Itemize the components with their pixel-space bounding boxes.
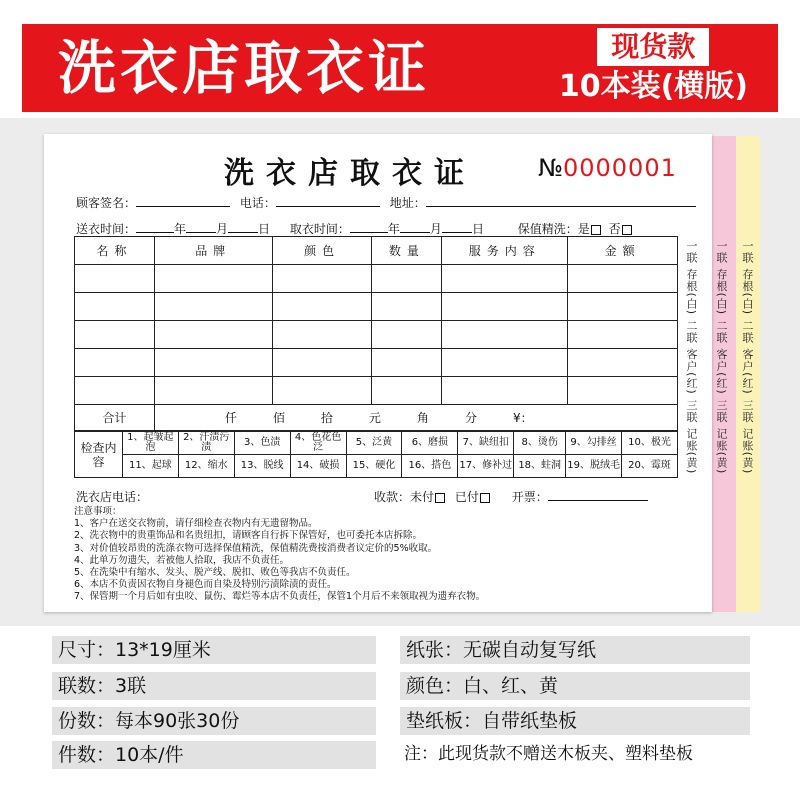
fine-wash-no-checkbox[interactable]	[622, 225, 632, 235]
header-color: 颜色	[272, 237, 372, 265]
side-label-yellow: 一联 存根(白) 二联 客户(红) 三联 记账(黄)	[741, 240, 754, 475]
shop-phone-label: 洗衣店电话：	[76, 490, 149, 504]
check-table	[74, 431, 678, 478]
unit-yuan: 元	[368, 411, 381, 425]
note-item: 4、此单万勿遗失，若被他人拾取，我店不负责任。	[74, 554, 290, 566]
unit-ten: 拾	[320, 411, 333, 425]
number-prefix: №	[538, 154, 563, 182]
check-item[interactable]: 15、硬化	[346, 455, 402, 478]
check-row-2	[75, 455, 678, 478]
spec-size: 尺寸：13*19厘米	[52, 636, 376, 664]
shop-phone-line	[76, 488, 148, 505]
check-item[interactable]: 3、色渍	[234, 432, 290, 455]
spec-note: 注：此现货款不赠送木板夹、塑料垫板	[404, 744, 693, 764]
spec-sheets: 份数：每本90张30份	[52, 707, 376, 735]
payment-line	[374, 488, 648, 505]
note-item: 2、洗衣物中的贵重饰品和名贵纽扣，请顾客自行拆下保管好，也可委托本店拆除。	[74, 530, 423, 542]
banner-right	[559, 28, 748, 108]
check-item[interactable]: 10、极光	[622, 432, 678, 455]
fine-wash-yes-checkbox[interactable]	[591, 225, 601, 235]
pick-year-field[interactable]	[350, 221, 388, 233]
check-item[interactable]: 4、色花色泛	[290, 432, 346, 455]
send-month-field[interactable]	[186, 221, 216, 233]
customer-sign-field[interactable]	[136, 195, 230, 207]
table-row[interactable]	[75, 293, 678, 321]
check-item[interactable]: 18、蛀洞	[514, 455, 566, 478]
serial-number: 0000001	[562, 154, 677, 182]
stock-badge: 现货款	[597, 28, 709, 66]
phone-field[interactable]	[276, 195, 380, 207]
fine-wash-label: 保值精洗：是	[517, 222, 590, 236]
check-item[interactable]: 13、脱线	[234, 455, 290, 478]
table-row[interactable]	[75, 265, 678, 293]
month-label: 月	[429, 222, 442, 236]
header-brand: 品牌	[154, 237, 272, 265]
pick-day-field[interactable]	[442, 221, 472, 233]
day-label: 日	[258, 222, 271, 236]
header-name: 名称	[75, 237, 155, 265]
address-field[interactable]	[426, 195, 696, 207]
unpaid-checkbox[interactable]	[435, 493, 445, 503]
table-row[interactable]	[75, 377, 678, 405]
check-item[interactable]: 9、勾排丝	[566, 432, 622, 455]
side-label-white: 一联 存根(白) 二联 客户(红) 三联 记账(黄)	[685, 240, 698, 475]
check-item[interactable]: 12、缩水	[178, 455, 234, 478]
spec-count: 件数：10本/件	[52, 741, 376, 769]
customer-sign-label: 顾客签名：	[76, 196, 137, 210]
send-day-field[interactable]	[228, 221, 258, 233]
paid-checkbox[interactable]	[480, 493, 490, 503]
unit-hundred: 佰	[272, 411, 285, 425]
table-row[interactable]	[75, 321, 678, 349]
check-item[interactable]: 14、破损	[290, 455, 346, 478]
time-line	[76, 220, 632, 237]
total-amount-units	[154, 405, 677, 431]
month-label: 月	[216, 222, 229, 236]
pick-month-field[interactable]	[400, 221, 430, 233]
check-item[interactable]: 7、缺纽扣	[458, 432, 514, 455]
table-row[interactable]	[75, 349, 678, 377]
note-item: 5、在洗染中有缩水、发头、脱产线、脱扣、败色等我店不负责任。	[74, 567, 356, 579]
notes-section	[74, 506, 485, 604]
unit-jiao: 角	[416, 411, 429, 425]
unit-fen: 分	[464, 411, 477, 425]
top-banner	[22, 24, 778, 112]
check-label: 检查内容	[75, 432, 123, 478]
unpaid-label: 未付	[410, 490, 435, 504]
header-service: 服务内容	[442, 237, 568, 265]
check-item[interactable]: 8、烫伤	[514, 432, 566, 455]
check-item[interactable]: 16、搭色	[402, 455, 458, 478]
spec-copies: 联数：3联	[52, 672, 376, 700]
spec-paper: 纸张：无碳自动复写纸	[400, 636, 750, 664]
send-year-field[interactable]	[136, 221, 174, 233]
header-amount: 金额	[568, 237, 678, 265]
address-label: 地址：	[389, 196, 426, 210]
check-row-1	[75, 432, 678, 455]
form-number	[538, 154, 677, 182]
spec-pad: 垫纸板：自带纸垫板	[400, 707, 750, 735]
send-time-label: 送衣时间：	[76, 222, 137, 236]
drawer-field[interactable]	[548, 489, 648, 501]
check-item[interactable]: 5、泛黄	[346, 432, 402, 455]
year-label: 年	[174, 222, 187, 236]
check-item[interactable]: 20、霉斑	[622, 455, 678, 478]
fine-wash-no-label: 否	[608, 222, 621, 236]
check-item[interactable]: 6、磨损	[402, 432, 458, 455]
total-row	[75, 405, 678, 431]
check-item[interactable]: 17、修补过	[458, 455, 514, 478]
header-quantity: 数量	[372, 237, 442, 265]
pick-time-label: 取衣时间：	[289, 222, 350, 236]
note-item: 3、对价值较昂贵的洗涤衣物可选择保值精洗，保值精洗费按消费者议定价的5%收取。	[74, 542, 438, 554]
year-label: 年	[387, 222, 400, 236]
form-title: 洗衣店取衣证	[224, 156, 476, 191]
note-item: 6、本店不负责因衣物自身褪色而自染及特别污渍除渍的责任。	[74, 579, 337, 591]
total-label: 合计	[75, 405, 155, 431]
drawer-label: 开票：	[511, 490, 548, 504]
unit-thousand: 仟	[224, 411, 237, 425]
order-table	[74, 236, 678, 431]
paid-label: 已付	[454, 490, 479, 504]
check-item[interactable]: 2、汗渍污渍	[178, 432, 234, 455]
note-item: 1、客户在送交衣物前，请仔细检查衣物内有无遗留物品。	[74, 518, 318, 530]
notes-title: 注意事项：	[74, 506, 122, 517]
table-header-row	[75, 237, 678, 265]
customer-info-line	[76, 194, 696, 211]
banner-title: 洗衣店取衣证	[58, 34, 431, 102]
side-label-pink: 一联 存根(白) 二联 客户(红) 三联 记账(黄)	[715, 240, 728, 475]
payment-label: 收款：	[374, 490, 411, 504]
pack-info: 10本装(横版)	[558, 69, 748, 104]
yuan-sign: ¥：	[512, 411, 533, 425]
phone-label: 电话：	[239, 196, 276, 210]
check-item[interactable]: 11、起球	[122, 455, 178, 478]
check-item[interactable]: 1、起皱起泡	[122, 432, 178, 455]
check-item[interactable]: 19、脱绒毛	[566, 455, 622, 478]
day-label: 日	[471, 222, 484, 236]
note-item: 7、保管期一个月后如有虫咬、鼠伤、霉烂等本店不负责任，保管1个月后不来领取视为遗弃衣物。	[74, 591, 486, 603]
spec-colors: 颜色：白、红、黄	[400, 672, 750, 700]
